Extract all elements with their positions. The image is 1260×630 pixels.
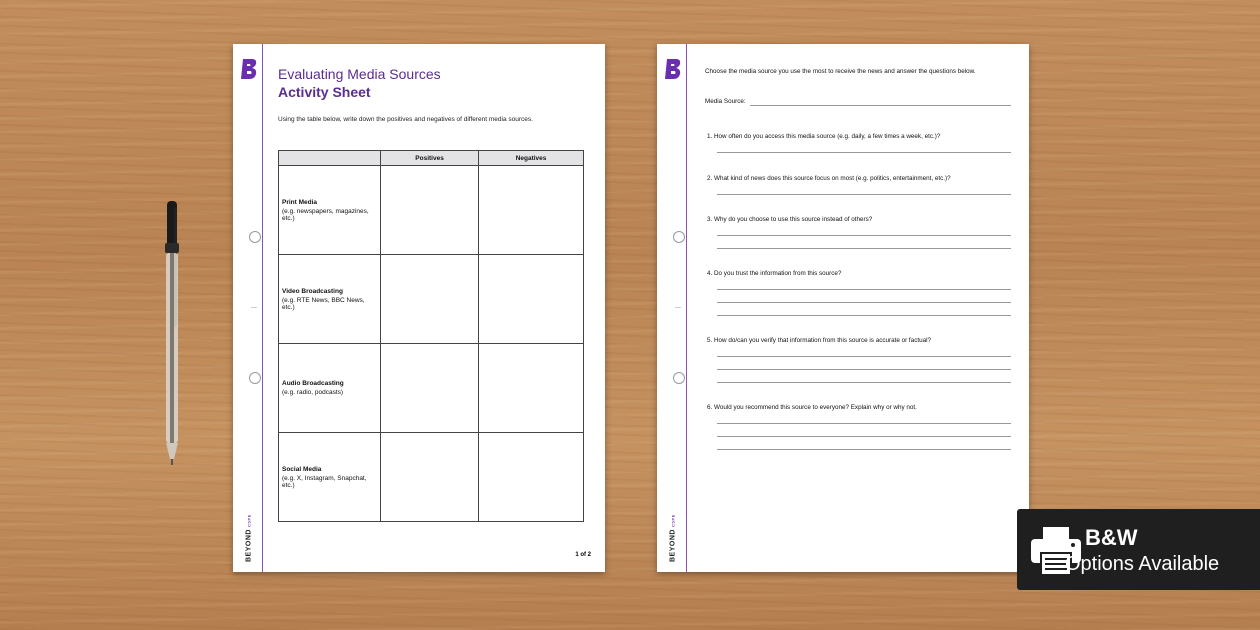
page-number: 1 of 2	[575, 552, 591, 558]
activity-sheet-page-2	[657, 44, 1029, 572]
media-sources-table	[278, 150, 584, 522]
table-header-positives: Positives	[381, 151, 479, 166]
row-title: Video Broadcasting	[282, 287, 343, 295]
table-row	[279, 255, 584, 344]
brand-label	[660, 502, 686, 562]
banner-subtitle: Options Available	[1065, 553, 1220, 575]
margin-line	[262, 44, 263, 572]
question-text: 4. Do you trust the information from this source?	[707, 270, 842, 277]
question-1	[707, 133, 1011, 153]
row-label	[279, 166, 381, 255]
answer-line[interactable]	[717, 235, 1011, 236]
negatives-cell[interactable]	[479, 166, 584, 255]
table-header-negatives: Negatives	[479, 151, 584, 166]
punch-hole	[673, 372, 685, 384]
question-text: 5. How do/can you verify that information from this source is accurate or factual?	[707, 337, 931, 344]
brand-label	[236, 502, 262, 562]
question-3	[707, 216, 1011, 249]
fold-mark	[251, 307, 257, 308]
ballpoint-pen	[161, 197, 183, 469]
negatives-cell[interactable]	[479, 255, 584, 344]
positives-cell[interactable]	[381, 166, 479, 255]
punch-hole	[673, 231, 685, 243]
beyond-logo-icon	[240, 58, 258, 80]
answer-line[interactable]	[717, 289, 1011, 290]
answer-line[interactable]	[717, 152, 1011, 153]
margin-line	[686, 44, 687, 572]
negatives-cell[interactable]	[479, 344, 584, 433]
brand-subject: CSPE	[670, 514, 676, 528]
question-5	[707, 337, 1011, 383]
table-row	[279, 344, 584, 433]
brand-name: BEYOND	[245, 529, 253, 562]
row-title: Audio Broadcasting	[282, 380, 344, 387]
brand-name: BEYOND	[669, 529, 677, 562]
row-title: Print Media	[282, 198, 318, 206]
answer-line[interactable]	[717, 436, 1011, 437]
row-example: (e.g. X, Instagram, Snapchat, etc.)	[282, 474, 367, 489]
row-example: (e.g. radio, podcasts)	[282, 389, 344, 396]
answer-line[interactable]	[717, 382, 1011, 383]
punch-hole	[249, 372, 261, 384]
question-6	[707, 404, 1011, 450]
positives-cell[interactable]	[381, 344, 479, 433]
answer-line[interactable]	[717, 423, 1011, 424]
table-header-blank	[279, 151, 381, 166]
row-example: (e.g. newspapers, magazines, etc.)	[282, 207, 369, 222]
activity-sheet-page-1	[233, 44, 605, 572]
question-2	[707, 175, 1011, 195]
row-label	[279, 255, 381, 344]
row-example: (e.g. RTE News, BBC News, etc.)	[282, 296, 365, 311]
beyond-logo-icon	[664, 58, 682, 80]
punch-hole	[249, 231, 261, 243]
banner-title: B&W	[1085, 525, 1138, 550]
answer-line[interactable]	[717, 315, 1011, 316]
media-source-line[interactable]	[750, 98, 1011, 106]
row-title: Social Media	[282, 465, 322, 473]
table-row	[279, 166, 584, 255]
media-source-label: Media Source:	[705, 98, 746, 105]
row-label	[279, 344, 381, 433]
instructions: Choose the media source you use the most to receive the news and answer the questions below.	[705, 68, 976, 75]
row-label	[279, 433, 381, 522]
question-text: 1. How often do you access this media source (e.g. daily, a few times a week, etc.)?	[707, 133, 941, 140]
sheet-subtitle: Activity Sheet	[278, 84, 371, 100]
answer-line[interactable]	[717, 449, 1011, 450]
negatives-cell[interactable]	[479, 433, 584, 522]
bw-options-banner	[1017, 509, 1260, 590]
question-text: 2. What kind of news does this source focus on most (e.g. politics, entertainment, etc.)?	[707, 175, 951, 182]
sheet-title: Evaluating Media Sources	[278, 66, 441, 82]
answer-line[interactable]	[717, 356, 1011, 357]
question-text: 3. Why do you choose to use this source instead of others?	[707, 216, 873, 223]
question-text: 6. Would you recommend this source to everyone? Explain why or why not.	[707, 404, 917, 411]
media-source-field[interactable]	[705, 98, 1011, 106]
answer-line[interactable]	[717, 369, 1011, 370]
table-row	[279, 433, 584, 522]
answer-line[interactable]	[717, 194, 1011, 195]
positives-cell[interactable]	[381, 433, 479, 522]
instructions: Using the table below, write down the positives and negatives of different media sources.	[278, 116, 533, 123]
answer-line[interactable]	[717, 302, 1011, 303]
answer-line[interactable]	[717, 248, 1011, 249]
brand-subject: CSPE	[246, 514, 252, 528]
positives-cell[interactable]	[381, 255, 479, 344]
fold-mark	[675, 307, 681, 308]
question-4	[707, 270, 1011, 316]
